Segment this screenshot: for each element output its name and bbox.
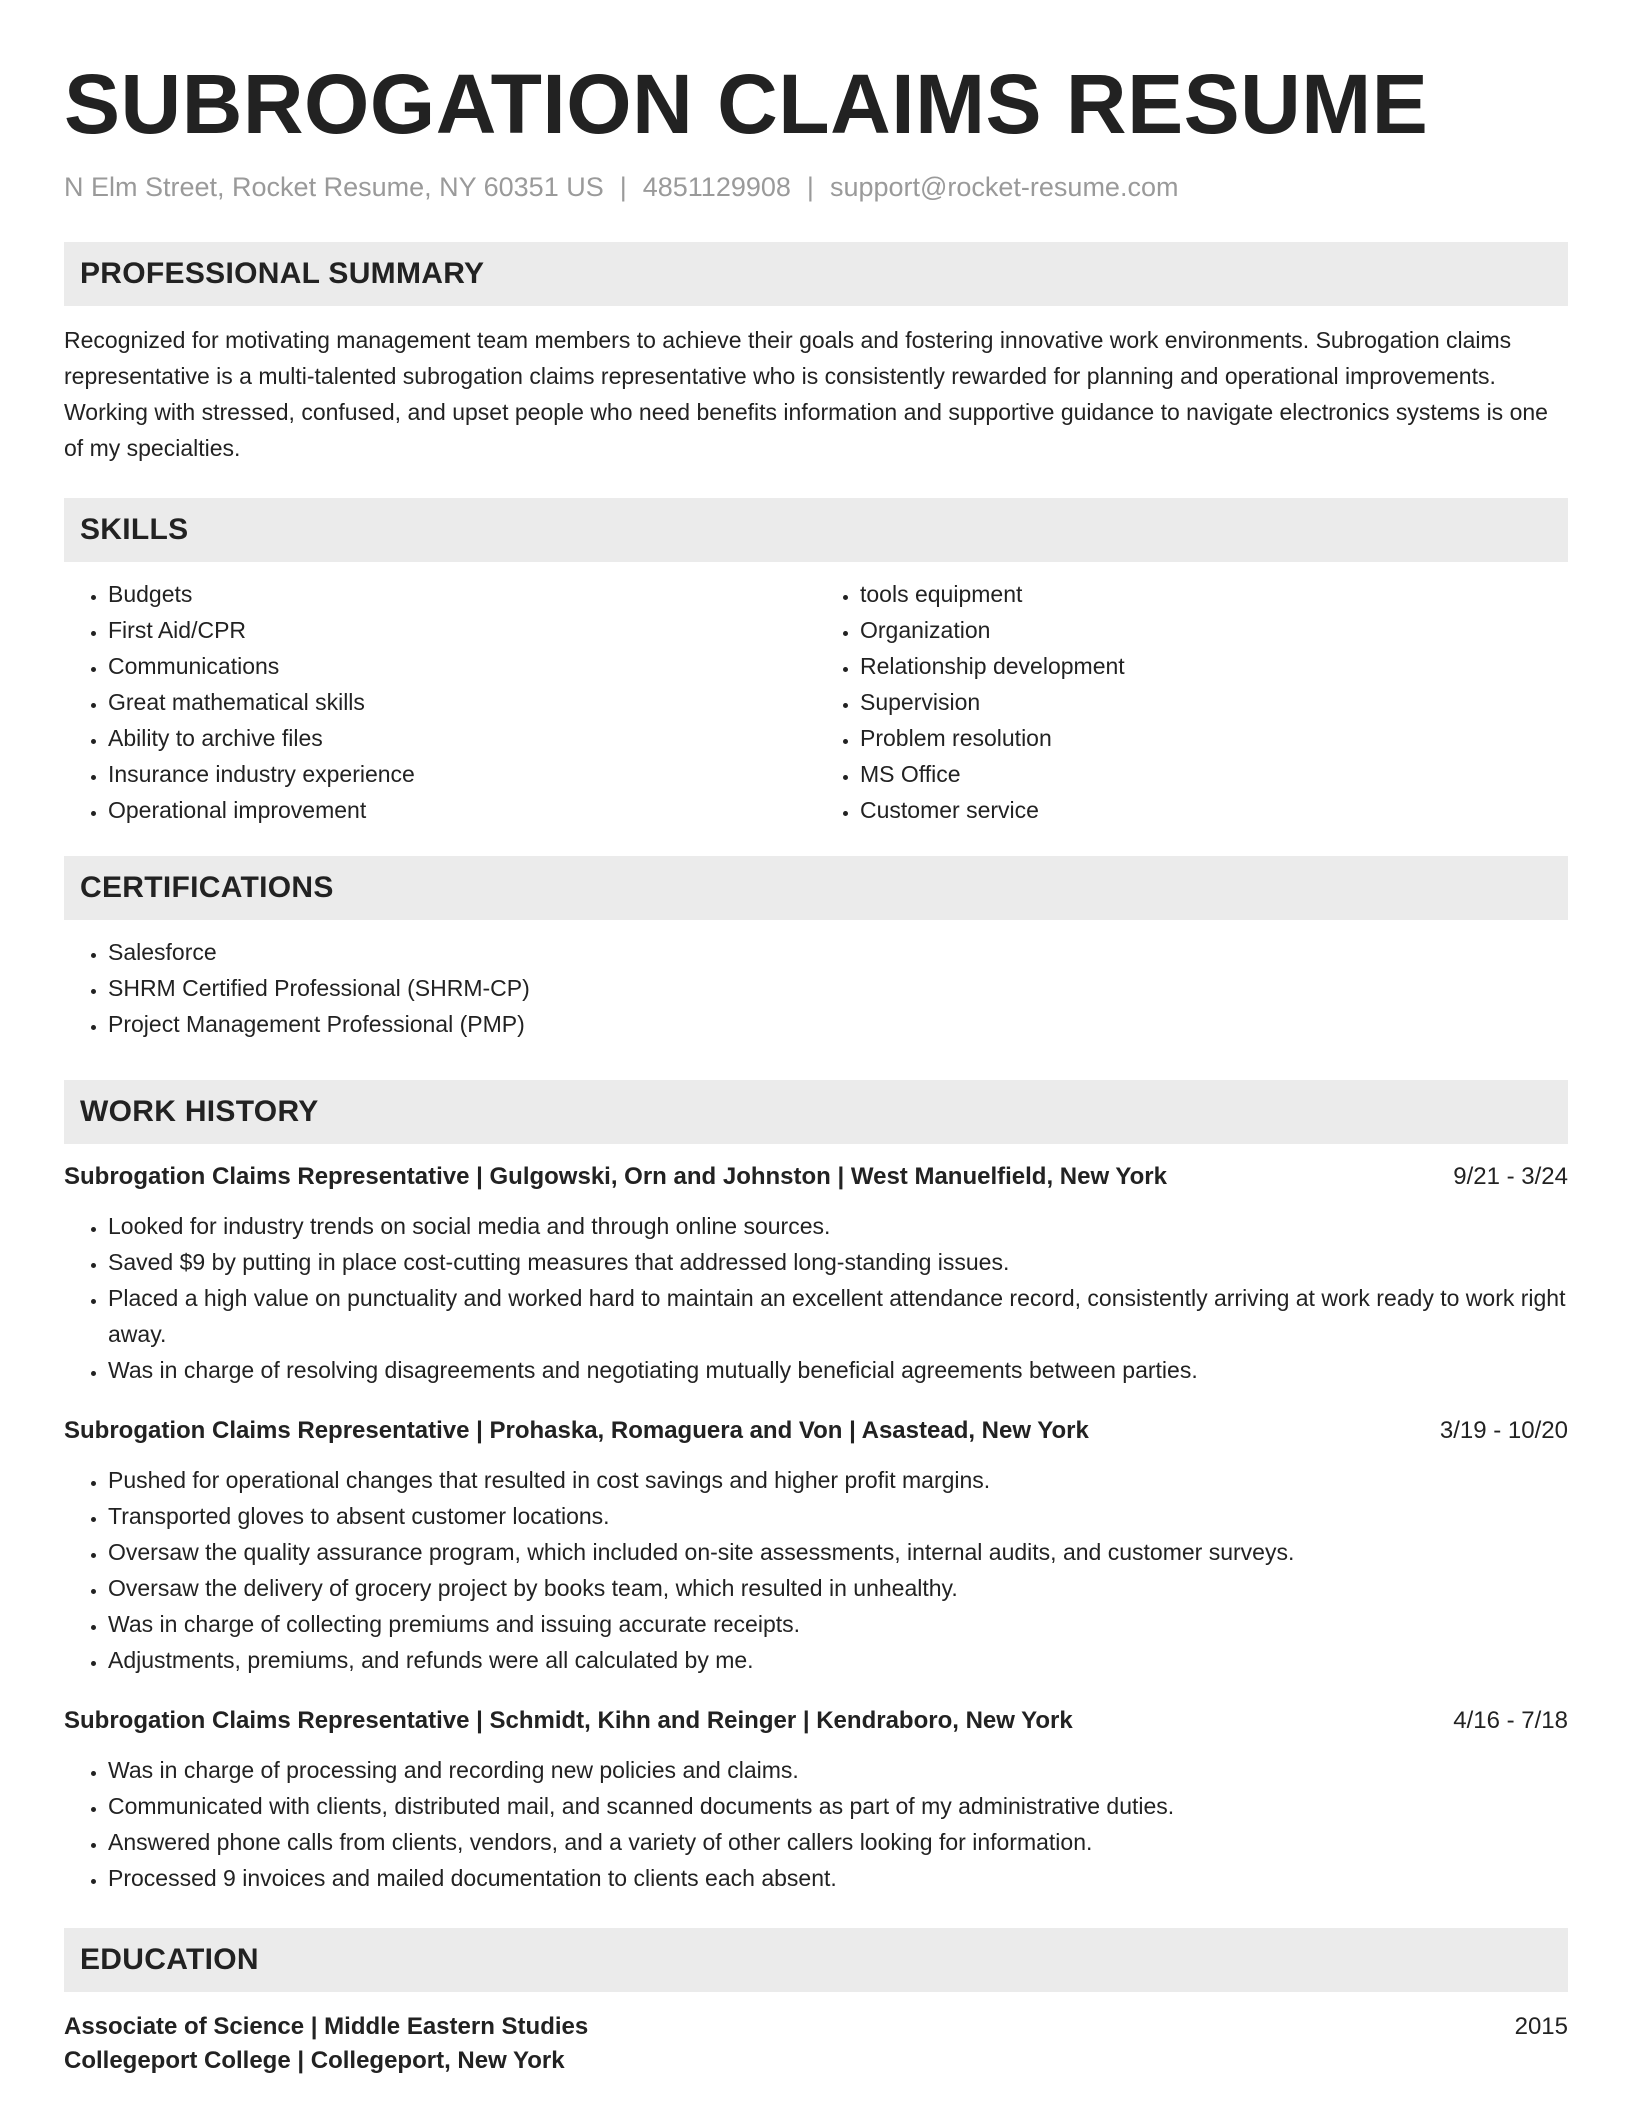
job-title: Subrogation Claims Representative | Schmidt, Kihn and Reinger | Kendraboro, New York [64,1707,1073,1734]
job-bullets [64,1208,1568,1388]
job-entry [64,1414,1568,1678]
job-bullet: • Looked for industry trends on social media and through online sources. [108,1208,1568,1244]
job-dates: 9/21 - 3/24 [1453,1163,1568,1190]
skill-item: • Operational improvement [108,792,816,828]
summary-text: Recognized for motivating management team members to achieve their goals and fostering innovative work environments. Subrogation claims representative is a multi-talented subrogation claims representative who is consistently rewarded for planning and operational improvements. Working with stressed, confused, and upset people who need benefits information and supportive guidance to navigate electronics systems is one of my specialties. [64,327,1548,461]
section-header-work-history: WORK HISTORY [64,1080,1568,1144]
certification-item: • Salesforce [108,934,1568,970]
skill-item: • Problem resolution [860,720,1568,756]
skill-item: • Insurance industry experience [108,756,816,792]
job-bullet: • Pushed for operational changes that resulted in cost savings and higher profit margins. [108,1462,1568,1498]
contact-separator: | [806,172,814,202]
certification-item: • SHRM Certified Professional (SHRM-CP) [108,970,1568,1006]
job-header [64,1704,1568,1738]
certification-item: • Project Management Professional (PMP) [108,1006,1568,1042]
job-bullet: • Oversaw the quality assurance program, which included on-site assessments, internal audits, and customer surveys. [108,1534,1568,1570]
skill-item: • Budgets [108,576,816,612]
job-bullets [64,1462,1568,1678]
job-bullet: • Adjustments, premiums, and refunds were all calculated by me. [108,1642,1568,1678]
job-entry [64,1704,1568,1896]
job-entry [64,1160,1568,1388]
job-header [64,1160,1568,1194]
contact-line [64,170,1568,204]
contact-phone: 4851129908 [642,172,791,202]
contact-email: support@rocket-resume.com [829,172,1179,202]
job-bullet: • Was in charge of resolving disagreements and negotiating mutually beneficial agreements between parties. [108,1352,1568,1388]
skills-grid [64,562,1568,828]
skill-item: • First Aid/CPR [108,612,816,648]
job-bullets [64,1752,1568,1896]
skill-item: • MS Office [860,756,1568,792]
section-header-education: EDUCATION [64,1928,1568,1992]
job-bullet: • Placed a high value on punctuality and worked hard to maintain an excellent attendance record, consistently arriving at work ready to work right away. [108,1280,1568,1352]
skill-item: • Communications [108,648,816,684]
job-bullet: • Transported gloves to absent customer locations. [108,1498,1568,1534]
certifications-list [64,934,1568,1042]
job-bullet: • Answered phone calls from clients, vendors, and a variety of other callers looking for information. [108,1824,1568,1860]
skill-item: • tools equipment [860,576,1568,612]
skills-list-right [816,576,1568,828]
job-bullet: • Was in charge of processing and recording new policies and claims. [108,1752,1568,1788]
job-dates: 3/19 - 10/20 [1439,1417,1568,1444]
education-degree: Associate of Science | Middle Eastern Studies [64,2013,589,2040]
job-header [64,1414,1568,1448]
job-bullet: • Saved $9 by putting in place cost-cutting measures that addressed long-standing issues. [108,1244,1568,1280]
skill-item: • Ability to archive files [108,720,816,756]
section-header-skills: SKILLS [64,498,1568,562]
job-bullet: • Oversaw the delivery of grocery project by books team, which resulted in unhealthy. [108,1570,1568,1606]
skill-item: • Relationship development [860,648,1568,684]
skill-item: • Customer service [860,792,1568,828]
section-header-summary: PROFESSIONAL SUMMARY [64,242,1568,306]
section-header-certifications: CERTIFICATIONS [64,856,1568,920]
skill-item: • Supervision [860,684,1568,720]
job-bullet: • Communicated with clients, distributed mail, and scanned documents as part of my administrative duties. [108,1788,1568,1824]
education-entry [64,2010,1568,2044]
resume-title: SUBROGATION CLAIMS RESUME [64,57,1429,151]
education-school: Collegeport College | Collegeport, New York [64,2047,565,2074]
skill-item: • Great mathematical skills [108,684,816,720]
skill-item: • Organization [860,612,1568,648]
skills-list-left [64,576,816,828]
job-title: Subrogation Claims Representative | Prohaska, Romaguera and Von | Asastead, New York [64,1417,1089,1444]
job-bullet: • Processed 9 invoices and mailed documentation to clients each absent. [108,1860,1568,1896]
education-year: 2015 [1514,2013,1568,2040]
job-bullet: • Was in charge of collecting premiums and issuing accurate receipts. [108,1606,1568,1642]
job-title: Subrogation Claims Representative | Gulgowski, Orn and Johnston | West Manuelfield, New York [64,1163,1167,1190]
contact-separator: | [619,172,627,202]
contact-address: N Elm Street, Rocket Resume, NY 60351 US [64,172,604,202]
job-dates: 4/16 - 7/18 [1453,1707,1568,1734]
work-history-list [64,1160,1568,1896]
